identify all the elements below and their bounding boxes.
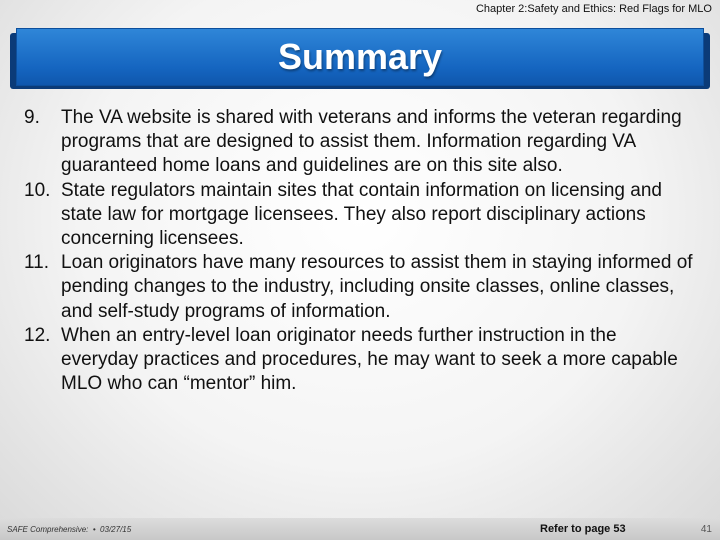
- chapter-header: Chapter 2:Safety and Ethics: Red Flags for MLO: [475, 3, 712, 15]
- item-number: 10.: [24, 179, 51, 201]
- list-item: [24, 106, 696, 179]
- footer-course-info: SAFE Comprehensive: • 03/27/15: [7, 525, 132, 534]
- summary-list: [24, 106, 696, 396]
- list-item: [24, 179, 696, 252]
- list-item: [24, 324, 696, 397]
- title-bar: [16, 28, 704, 86]
- item-number: 12.: [24, 324, 51, 346]
- item-text: State regulators maintain sites that contain information on licensing and state law for mortgage licensees. They also report disciplinary actions concerning licensees.: [61, 179, 662, 250]
- item-number: 11.: [24, 252, 50, 274]
- item-text: When an entry-level loan originator needs further instruction in the everyday practices and procedures, he may want to seek a more capable MLO who can “mentor” him.: [61, 324, 678, 395]
- slide-page-number: 41: [700, 524, 712, 535]
- slide-title: Summary: [277, 36, 443, 77]
- item-text: Loan originators have many resources to assist them in staying informed of pending changes to the industry, including onsite classes, online classes, and self-study programs of information.: [61, 252, 693, 322]
- list-item: [24, 251, 696, 324]
- item-text: The VA website is shared with veterans and informs the veteran regarding programs that are designed to assist them. Information regarding VA guaranteed home loans and guidelines are on this site also.: [61, 107, 682, 177]
- item-number: 9.: [24, 107, 40, 128]
- footer-page-reference: Refer to page 53: [540, 523, 626, 535]
